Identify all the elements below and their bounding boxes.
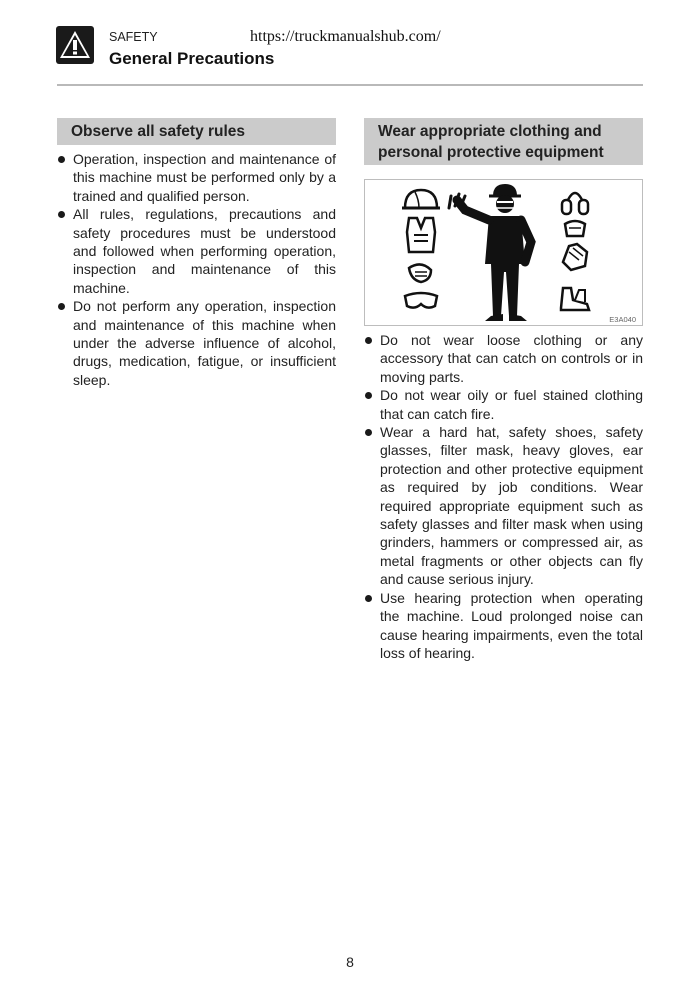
safety-vest-icon [407, 218, 435, 252]
ear-plugs-icon [565, 221, 585, 236]
list-item: Wear a hard hat, safety shoes, safety glasses, filter mask, heavy gloves, ear protection and other protective equipment as required by job conditions. Wear required appropriate equipment such as safety glasses and filter mask when using grinders, hammers or compressed air, as metal fragments or other objects can fly and cause serious injury. [364, 423, 643, 589]
protective-equipment-illustration [364, 179, 643, 326]
ear-muffs-icon [562, 193, 588, 214]
safety-rules-list [57, 150, 336, 389]
figure-code: E3A040 [609, 315, 636, 324]
page-number: 8 [346, 954, 354, 970]
section-heading-safety-rules: Observe all safety rules [57, 118, 336, 145]
safety-shoes-icon [561, 288, 589, 310]
section-label: SAFETY [109, 30, 158, 44]
safety-glasses-icon [405, 293, 437, 308]
page-title: General Precautions [109, 49, 275, 68]
list-item: All rules, regulations, precautions and safety procedures must be understood and followed when performing operation, inspection and maintenance of this machine. [57, 205, 336, 297]
filter-mask-icon [409, 264, 431, 282]
left-column [57, 118, 336, 389]
source-url[interactable]: https://truckmanualshub.com/ [250, 28, 441, 45]
list-item: Operation, inspection and maintenance of this machine must be performed only by a trained and qualified person. [57, 150, 336, 205]
worker-figure-icon [449, 184, 531, 321]
heavy-gloves-icon [563, 244, 587, 270]
list-item: Do not wear loose clothing or any accessory that can catch on controls or in moving parts. [364, 331, 643, 386]
hard-hat-icon [402, 190, 440, 208]
header-divider [57, 84, 643, 86]
list-item: Do not wear oily or fuel stained clothing that can catch fire. [364, 386, 643, 423]
protective-equipment-list [364, 331, 643, 662]
list-item: Use hearing protection when operating the machine. Loud prolonged noise can cause hearing impairments, even the total loss of hearing. [364, 589, 643, 663]
right-column [364, 118, 643, 662]
section-heading-protective-equipment: Wear appropriate clothing and personal protective equipment [364, 118, 643, 165]
list-item: Do not perform any operation, inspection and maintenance of this machine when under the adverse influence of alcohol, drugs, medication, fatigue, or insufficient sleep. [57, 297, 336, 389]
warning-triangle-icon [56, 26, 94, 64]
